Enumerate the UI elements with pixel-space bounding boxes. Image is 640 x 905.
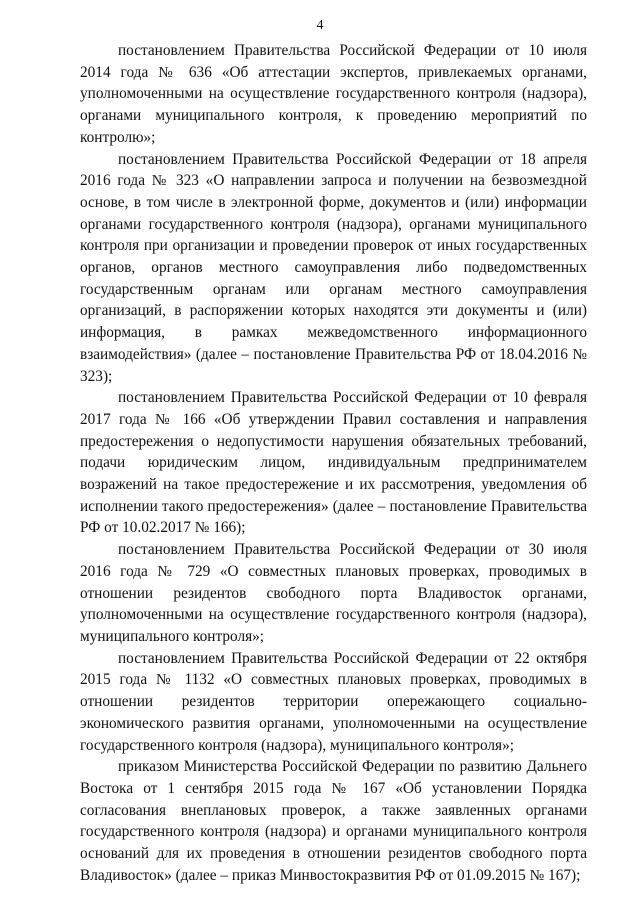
paragraph-decree-636: постановлением Правительства Российской Федерации от 10 июля 2014 года № 636 «Об аттестации экспертов, привлекаемых органами, уполномоченными на осуществление государственного контроля (надзора), органами муниципального контроля, к проведению мероприятий по контролю»; xyxy=(80,42,587,146)
document-body xyxy=(80,40,587,886)
page-number: 4 xyxy=(316,18,324,33)
paragraph-decree-729: постановлением Правительства Российской Федерации от 30 июля 2016 года № 729 «О совместных плановых проверках, проводимых в отношении резидентов свободного порта Владивосток органами, уполномоченными на осуществление государственного контроля (надзора), муниципального контроля»; xyxy=(80,541,587,645)
paragraph-decree-1132: постановлением Правительства Российской Федерации от 22 октября 2015 года № 1132 «О совместных плановых проверках, проводимых в отношении резидентов территории опережающего социально-экономического развития органами, уполномоченными на осуществление государственного контроля (надзора), муниципального контроля»; xyxy=(80,649,587,754)
paragraph-decree-166: постановлением Правительства Российской Федерации от 10 февраля 2017 года № 166 «Об утверждении Правил составления и направления предостережения о недопустимости нарушения обязательных требований, подачи юридическим лицом, индивидуальным предпринимателем возражений на такое предостережение и их рассмотрения, уведомления об исполнении такого предостережения» (далее – постановление Правительства РФ от 10.02.2017 № 166); xyxy=(80,389,587,537)
paragraph-order-167: приказом Министерства Российской Федерации по развитию Дальнего Востока от 1 сентября 2015 года № 167 «Об установлении Порядка согласования внеплановых проверок, а также заявленных органами государственного контроля (надзора) и органами муниципального контроля оснований для их проведения в отношении резидентов свободного порта Владивосток» (далее – приказ Минвостокразвития РФ от 01.09.2015 № 167); xyxy=(80,758,587,884)
paragraph-decree-323: постановлением Правительства Российской Федерации от 18 апреля 2016 года № 323 «О направлении запроса и получении на безвозмездной основе, в том числе в электронной форме, документов и (или) информации органами государственного контроля (надзора), органами муниципального контроля при организации и проведении проверок от иных государственных органов, органов местного самоуправления либо подведомственных государственным органам или органам местного самоуправления организаций, в распоряжении которых находятся эти документы и (или) информация, в рамках межведомственного информационного взаимодействия» (далее – постановление Правительства РФ от 18.04.2016 № 323); xyxy=(80,150,587,385)
